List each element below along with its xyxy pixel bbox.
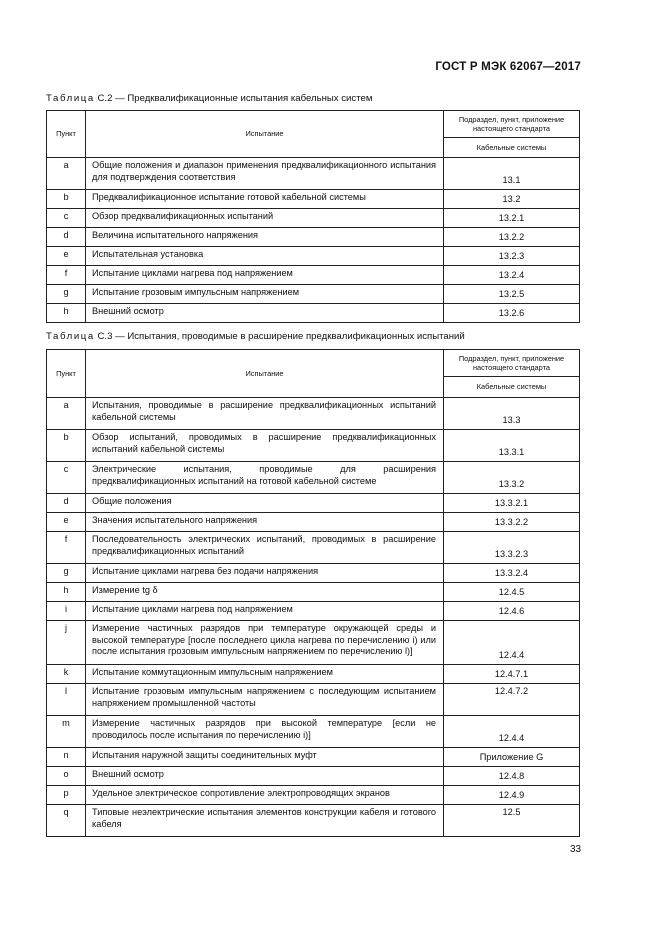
header-item: Пункт xyxy=(47,111,86,158)
row-ref: 13.3.2.4 xyxy=(444,564,580,583)
row-ref: 13.2.6 xyxy=(444,304,580,323)
row-ref: 12.4.4 xyxy=(444,716,580,748)
table-row xyxy=(47,462,580,494)
row-ref: 12.5 xyxy=(444,805,580,837)
row-id: e xyxy=(47,247,86,266)
header-item: Пункт xyxy=(47,350,86,398)
row-ref: 13.2 xyxy=(444,190,580,209)
row-test: Величина испытательного напряжения xyxy=(86,228,444,247)
row-ref: 13.3.2.1 xyxy=(444,494,580,513)
row-id: q xyxy=(47,805,86,837)
row-id: h xyxy=(47,304,86,323)
row-id: k xyxy=(47,665,86,684)
row-test: Внешний осмотр xyxy=(86,767,444,786)
caption-prefix: Таблица xyxy=(46,331,95,342)
row-ref: 12.4.4 xyxy=(444,621,580,665)
row-test: Испытание коммутационным импульсным напряжением xyxy=(86,665,444,684)
table-row xyxy=(47,398,580,430)
row-id: g xyxy=(47,564,86,583)
row-ref: 13.2.1 xyxy=(444,209,580,228)
row-test: Испытательная установка xyxy=(86,247,444,266)
caption-text: С.2 — Предквалификационные испытания кабельных систем xyxy=(94,93,373,104)
table-row xyxy=(47,786,580,805)
row-test: Измерение частичных разрядов при высокой температуре [если не проводилось после испытания по перечислению i)] xyxy=(86,716,444,748)
row-test: Типовые неэлектрические испытания элементов конструкции кабеля и готового кабеля xyxy=(86,805,444,837)
row-id: b xyxy=(47,430,86,462)
row-ref: 13.3.2.3 xyxy=(444,532,580,564)
table-row xyxy=(47,602,580,621)
row-id: j xyxy=(47,621,86,665)
table-row xyxy=(47,494,580,513)
header-test: Испытание xyxy=(86,350,444,398)
row-ref: 13.2.2 xyxy=(444,228,580,247)
row-id: g xyxy=(47,285,86,304)
table-c2-body xyxy=(47,158,580,323)
table-c3-body xyxy=(47,398,580,837)
table-row xyxy=(47,513,580,532)
table-row xyxy=(47,583,580,602)
table-row xyxy=(47,209,580,228)
row-ref: 13.3.2 xyxy=(444,462,580,494)
header-ref-sub: Кабельные системы xyxy=(444,377,580,398)
row-ref: 13.3.1 xyxy=(444,430,580,462)
page-header: ГОСТ Р МЭК 62067—2017 xyxy=(435,61,581,73)
row-test: Испытание циклами нагрева под напряжением xyxy=(86,266,444,285)
row-ref: 12.4.9 xyxy=(444,786,580,805)
header-ref: Подраздел, пункт, приложение настоящего стандарта xyxy=(444,111,580,138)
row-id: o xyxy=(47,767,86,786)
table-row xyxy=(47,266,580,285)
table-row xyxy=(47,684,580,716)
table-row xyxy=(47,190,580,209)
header-test: Испытание xyxy=(86,111,444,158)
row-test: Измерение tg δ xyxy=(86,583,444,602)
row-ref: 12.4.7.1 xyxy=(444,665,580,684)
row-test: Испытание циклами нагрева без подачи напряжения xyxy=(86,564,444,583)
row-id: d xyxy=(47,228,86,247)
table-row xyxy=(47,805,580,837)
table-c3 xyxy=(46,349,580,837)
table-row xyxy=(47,748,580,767)
row-test: Общие положения и диапазон применения предквалификационного испытания для подтверждения соответствия xyxy=(86,158,444,190)
table-row xyxy=(47,228,580,247)
row-test: Значения испытательного напряжения xyxy=(86,513,444,532)
page-number: 33 xyxy=(570,844,582,855)
row-ref: Приложение G xyxy=(444,748,580,767)
table-row xyxy=(47,532,580,564)
row-id: a xyxy=(47,158,86,190)
caption-prefix: Таблица xyxy=(46,93,95,104)
row-id: a xyxy=(47,398,86,430)
table-row xyxy=(47,767,580,786)
row-test: Испытание грозовым импульсным напряжением с последующим испытанием напряжением промышленной частоты xyxy=(86,684,444,716)
row-test: Внешний осмотр xyxy=(86,304,444,323)
header-ref: Подраздел, пункт, приложение настоящего стандарта xyxy=(444,350,580,377)
row-test: Испытание циклами нагрева под напряжением xyxy=(86,602,444,621)
row-id: l xyxy=(47,684,86,716)
row-id: f xyxy=(47,532,86,564)
row-test: Удельное электрическое сопротивление электропроводящих экранов xyxy=(86,786,444,805)
row-ref: 12.4.6 xyxy=(444,602,580,621)
row-id: n xyxy=(47,748,86,767)
table-row xyxy=(47,621,580,665)
table-row xyxy=(47,285,580,304)
table-row xyxy=(47,665,580,684)
header-ref-sub: Кабельные системы xyxy=(444,138,580,158)
row-id: i xyxy=(47,602,86,621)
row-ref: 13.2.5 xyxy=(444,285,580,304)
table-row xyxy=(47,158,580,190)
table-c2 xyxy=(46,110,580,323)
row-id: b xyxy=(47,190,86,209)
row-id: f xyxy=(47,266,86,285)
row-test: Обзор предквалификационных испытаний xyxy=(86,209,444,228)
row-id: c xyxy=(47,209,86,228)
row-id: c xyxy=(47,462,86,494)
table-row xyxy=(47,716,580,748)
row-ref: 12.4.7.2 xyxy=(444,684,580,716)
row-id: m xyxy=(47,716,86,748)
table-row xyxy=(47,304,580,323)
row-id: h xyxy=(47,583,86,602)
table-c2-caption xyxy=(46,93,372,104)
row-test: Испытания наружной защиты соединительных муфт xyxy=(86,748,444,767)
row-test: Электрические испытания, проводимые для расширения предквалификационных испытаний на готовой кабельной системе xyxy=(86,462,444,494)
row-ref: 13.2.3 xyxy=(444,247,580,266)
row-test: Общие положения xyxy=(86,494,444,513)
row-id: d xyxy=(47,494,86,513)
row-ref: 13.2.4 xyxy=(444,266,580,285)
row-ref: 12.4.8 xyxy=(444,767,580,786)
row-ref: 13.1 xyxy=(444,158,580,190)
table-row xyxy=(47,430,580,462)
row-ref: 13.3 xyxy=(444,398,580,430)
row-test: Предквалификационное испытание готовой кабельной системы xyxy=(86,190,444,209)
table-row xyxy=(47,564,580,583)
caption-text: С.3 — Испытания, проводимые в расширение предквалификационных испытаний xyxy=(94,331,465,342)
table-row xyxy=(47,247,580,266)
row-test: Измерение частичных разрядов при температуре окружающей среды и высокой температуре [после последнего цикла нагрева по перечислению i) или после испытания грозовым импульсным напряжением по перечислению l)] xyxy=(86,621,444,665)
row-id: p xyxy=(47,786,86,805)
row-id: e xyxy=(47,513,86,532)
table-c3-caption xyxy=(46,331,465,342)
row-ref: 13.3.2.2 xyxy=(444,513,580,532)
row-test: Последовательность электрических испытаний, проводимых в расширение предквалификационных испытаний xyxy=(86,532,444,564)
row-test: Испытание грозовым импульсным напряжением xyxy=(86,285,444,304)
row-ref: 12.4.5 xyxy=(444,583,580,602)
row-test: Обзор испытаний, проводимых в расширение предквалификационных испытаний кабельной системы xyxy=(86,430,444,462)
row-test: Испытания, проводимые в расширение предквалификационных испытаний кабельной системы xyxy=(86,398,444,430)
